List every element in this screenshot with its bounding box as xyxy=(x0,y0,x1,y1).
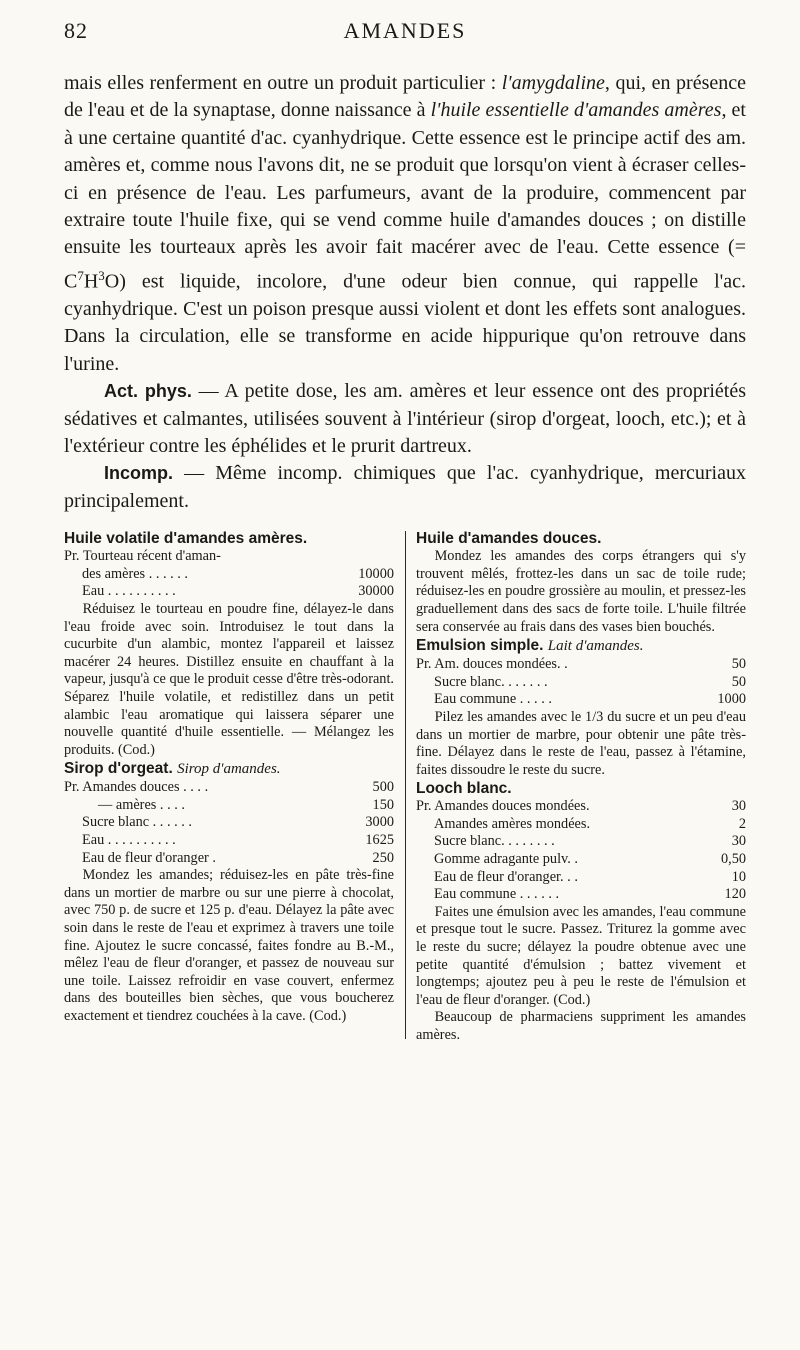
ingredient-row: Pr. Tourteau récent d'aman- xyxy=(64,548,221,565)
incomp-paragraph: Incomp. — Même incomp. chimiques que l'ac. cyanhydrique, mercuriaux principalement. xyxy=(64,462,746,512)
ingredient-row: Eau commune . . . . . 1000 xyxy=(434,691,746,708)
ingredient-row: Pr. Amandes douces . . . . 500 xyxy=(64,779,394,796)
ingredient-row: Amandes amères mondées. 2 xyxy=(434,815,746,832)
ingredient-row: Sucre blanc. . . . . . . 50 xyxy=(434,673,746,690)
page-header xyxy=(64,18,746,64)
ingredient-row: Eau commune . . . . . . 120 xyxy=(434,886,746,903)
ingredient-row: Sucre blanc . . . . . . 3000 xyxy=(82,814,394,831)
recipe-text: Faites une émulsion avec les amandes, l'eau commune et presque tout le sucre. Passez. Triturez la gomme avec le reste du sucre; délayez la poudre obtenue avec une petite quantité d'émulsion ; battez vivement et longtemps; ajoutez peu à peu le reste de l'émulsion et l'eau de fleur d'oranger. (Cod.) xyxy=(416,903,746,1008)
main-text xyxy=(64,70,746,515)
column-divider xyxy=(405,531,406,1039)
ingredient-row: Eau de fleur d'oranger . 250 xyxy=(82,849,394,866)
heading-emulsion: Emulsion simple. Lait d'amandes. xyxy=(416,637,644,655)
intro-paragraph: mais elles renferment en outre un produit particulier : l'amygdaline, qui, en présence de l'eau et de la synaptase, donne naissance à l'huile essentielle d'amandes amères, et à une certaine quantité d'ac. cyanhydrique. Cette essence est le principe actif des am. amères et, comme nous l'avons dit, ne se produit que lorsqu'on vient à écraser celles-ci en présence de l'eau. Les parfumeurs, avant de la produire, commencent par extraire toute l'huile fixe, qui se vend comme huile d'amandes douces ; on distille ensuite les tourteaux après les avoir fait macérer avec de l'eau. Cette essence (= $C^7H^3O$) est liquide, incolore, d'une odeur bien connue, qui rappelle l'ac. cyanhydrique. C'est un poison presque aussi violent et dont les effets sont analogues. Dans la circulation, elle se transforme en acide hippurique qu'on retrouve dans l'urine. xyxy=(64,72,746,375)
recipe-text: Mondez les amandes des corps étrangers qui s'y trouvent mêlés, frottez-les dans un sac de toile rude; réduisez-les en poudre grossière au moulin, et pressez-les graduellement dans des sacs de forte toile. L'huile filtrée sera conservée au frais dans des vases bien bouchés. xyxy=(416,548,746,635)
act-phys-paragraph: Act. phys. — A petite dose, les am. amères et leur essence ont des propriétés sédatives et calmantes, utilisées souvent à l'intérieur (sirop d'orgeat, looch, etc.); et à l'extérieur contre les éphélides et le prurit dartreux. xyxy=(64,380,747,457)
recipe-note: Beaucoup de pharmaciens suppriment les amandes amères. xyxy=(416,1009,746,1043)
heading-huile-volatile: Huile volatile d'amandes amères. xyxy=(64,530,308,548)
recipe-text: Pilez les amandes avec le 1/3 du sucre et un peu d'eau dans un mortier de marbre, pour obtenir une pâte très-fine. Délayez dans le reste de l'eau, passez à l'étamine, faites dissoudre le reste du sucre. xyxy=(416,708,746,778)
ingredient-row: Pr. Am. douces mondées. . 50 xyxy=(416,656,746,673)
ingredient-row: Eau . . . . . . . . . . 1625 xyxy=(82,832,394,849)
left-column xyxy=(64,529,394,1025)
right-column xyxy=(416,529,746,1044)
ingredient-row: des amères . . . . . . 10000 xyxy=(82,565,394,582)
running-title: AMANDES xyxy=(343,18,467,43)
heading-sirop-orgeat: Sirop d'orgeat. Sirop d'amandes. xyxy=(64,760,281,778)
page xyxy=(64,0,746,1049)
ingredient-row: Sucre blanc. . . . . . . . 30 xyxy=(434,833,746,850)
ingredient-row: Eau . . . . . . . . . . 30000 xyxy=(82,583,394,600)
ingredient-row: Eau de fleur d'oranger. . . 10 xyxy=(434,868,746,885)
recipe-text: Mondez les amandes; réduisez-les en pâte très-fine dans un mortier de marbre ou sur une pierre à chocolat, avec 750 p. de sucre et 125 p. d'eau. Délayez la pâte avec soin dans le reste de l'eau et exprimez à travers une toile fine. Ajoutez le sucre concassé, faites fondre au B.-M., mêlez l'eau de fleur d'oranger, et passez de nouveau sur une toile. Laissez refroidir en vase couvert, enfermez dans des bouteilles bien sèches, que vous boucherez exactement et tiendrez couchées à la cave. (Cod.) xyxy=(64,867,394,1024)
heading-looch: Looch blanc. xyxy=(416,780,512,798)
ingredient-row: Pr. Amandes douces mondées. 30 xyxy=(416,798,746,815)
recipe-text: Réduisez le tourteau en poudre fine, délayez-le dans l'eau froide avec soin. Introduisez le tout dans la cucurbite d'un alambic, montez l'appareil et laissez macérer 24 heures. Distillez ensuite en chauffant à la vapeur, jusqu'à ce que le produit cesse d'être très-odorant. Séparez l'huile volatile, et redistillez dans un petit alambic l'eau aromatique qui laissera séparer une nouvelle quantité d'huile essentielle. — Mélangez les produits. (Cod.) xyxy=(64,600,394,758)
recipe-columns xyxy=(64,529,746,1049)
heading-huile-douces: Huile d'amandes douces. xyxy=(416,530,602,548)
page-number: 82 xyxy=(64,18,88,43)
ingredient-row: — amères . . . . 150 xyxy=(98,796,394,813)
ingredient-row: Gomme adragante pulv. . 0,50 xyxy=(434,851,746,868)
